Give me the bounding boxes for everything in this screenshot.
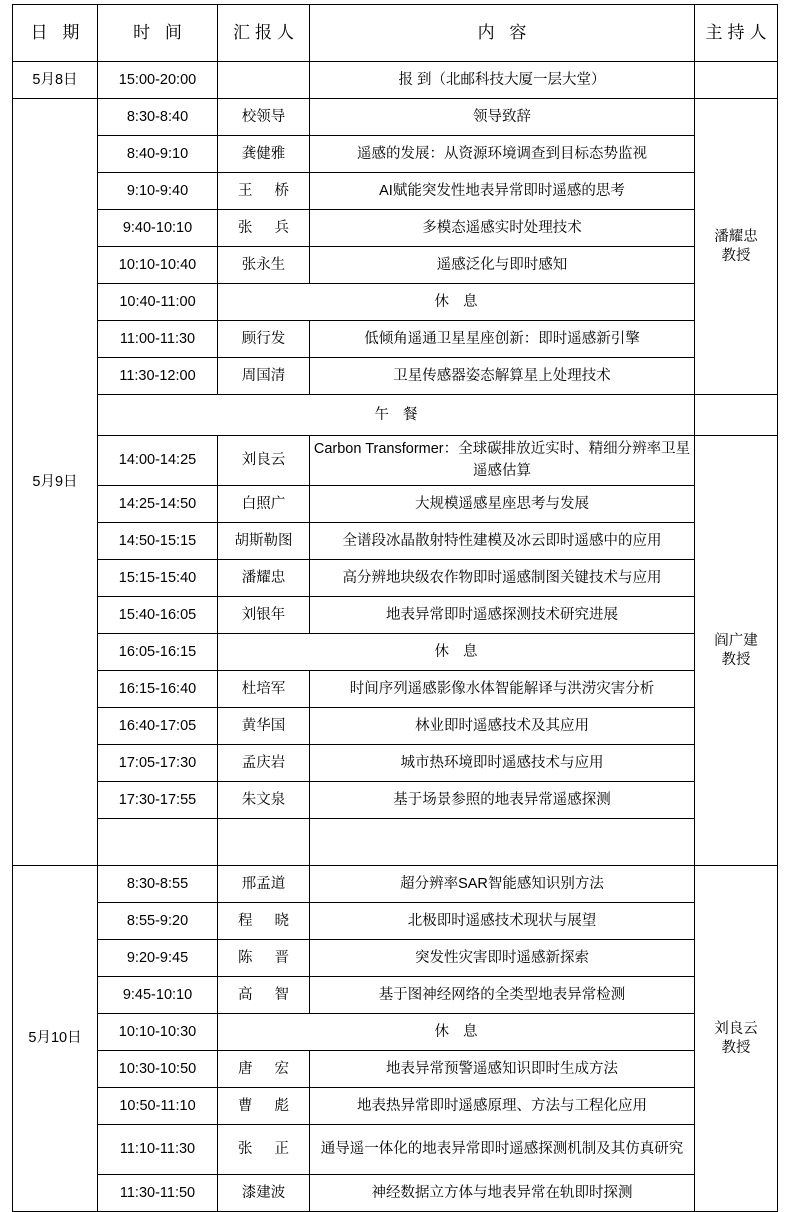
cell-time: 8:40-9:10 — [98, 136, 218, 173]
conference-schedule-table — [12, 4, 778, 1212]
table-row — [13, 136, 778, 173]
cell-time: 17:05-17:30 — [98, 745, 218, 782]
table-row — [13, 866, 778, 903]
cell-speaker: 王 桥 — [218, 173, 310, 210]
table-row — [13, 210, 778, 247]
host-title: 教授 — [721, 1039, 751, 1056]
table-row — [13, 321, 778, 358]
cell-time: 8:55-9:20 — [98, 903, 218, 940]
cell-time: 15:00-20:00 — [98, 62, 218, 99]
cell-break-label: 休 息 — [218, 1014, 695, 1051]
table-row — [13, 745, 778, 782]
table-row — [13, 560, 778, 597]
cell-host — [695, 62, 778, 99]
cell-content: 全谱段冰晶散射特性建模及冰云即时遥感中的应用 — [310, 523, 695, 560]
cell-content: 通导遥一体化的地表异常即时遥感探测机制及其仿真研究 — [310, 1125, 695, 1175]
cell-speaker: 黄华国 — [218, 708, 310, 745]
cell-time: 17:30-17:55 — [98, 782, 218, 819]
table-row — [13, 436, 778, 486]
cell-time: 10:10-10:40 — [98, 247, 218, 284]
cell-speaker: 杜培军 — [218, 671, 310, 708]
table-row — [13, 62, 778, 99]
cell-time: 8:30-8:40 — [98, 99, 218, 136]
cell-lunch-label: 午 餐 — [98, 395, 695, 436]
cell-content: 遥感泛化与即时感知 — [310, 247, 695, 284]
column-header-speaker: 汇报人 — [218, 5, 310, 62]
cell-time: 16:05-16:15 — [98, 634, 218, 671]
cell-speaker: 龚健雅 — [218, 136, 310, 173]
column-header-content: 内 容 — [310, 5, 695, 62]
cell-speaker: 刘银年 — [218, 597, 310, 634]
cell-time: 16:15-16:40 — [98, 671, 218, 708]
table-row-break — [13, 634, 778, 671]
cell-content: 高分辨地块级农作物即时遥感制图关键技术与应用 — [310, 560, 695, 597]
table-header-row — [13, 5, 778, 62]
cell-time: 16:40-17:05 — [98, 708, 218, 745]
host-title: 教授 — [721, 651, 751, 668]
cell-content: 林业即时遥感技术及其应用 — [310, 708, 695, 745]
table-row — [13, 1051, 778, 1088]
cell-date: 5月9日 — [13, 99, 98, 866]
cell-content: 地表热异常即时遥感原理、方法与工程化应用 — [310, 1088, 695, 1125]
cell-content: 卫星传感器姿态解算星上处理技术 — [310, 358, 695, 395]
cell-host — [695, 436, 778, 866]
host-name: 潘耀忠 — [714, 229, 758, 246]
cell-content: 基于场景参照的地表异常遥感探测 — [310, 782, 695, 819]
cell-time: 11:30-12:00 — [98, 358, 218, 395]
cell-content: 北极即时遥感技术现状与展望 — [310, 903, 695, 940]
cell-content: 基于图神经网络的全类型地表异常检测 — [310, 977, 695, 1014]
table-row-lunch — [13, 395, 778, 436]
cell-content: 领导致辞 — [310, 99, 695, 136]
cell-speaker: 漆建波 — [218, 1175, 310, 1212]
host-name: 刘良云 — [714, 1021, 758, 1038]
cell-speaker: 邢孟道 — [218, 866, 310, 903]
table-row — [13, 358, 778, 395]
cell-content: 多模态遥感实时处理技术 — [310, 210, 695, 247]
table-row — [13, 708, 778, 745]
cell-speaker: 潘耀忠 — [218, 560, 310, 597]
cell-time: 14:50-15:15 — [98, 523, 218, 560]
cell-content: 时间序列遥感影像水体智能解译与洪涝灾害分析 — [310, 671, 695, 708]
table-row — [13, 173, 778, 210]
cell-time: 14:25-14:50 — [98, 486, 218, 523]
cell-speaker: 朱文泉 — [218, 782, 310, 819]
table-row-break — [13, 284, 778, 321]
table-row — [13, 1175, 778, 1212]
cell-time: 15:15-15:40 — [98, 560, 218, 597]
cell-speaker: 刘良云 — [218, 436, 310, 486]
cell-content: 低倾角遥通卫星星座创新：即时遥感新引擎 — [310, 321, 695, 358]
cell-speaker — [218, 62, 310, 99]
column-header-date: 日 期 — [13, 5, 98, 62]
cell-time — [98, 819, 218, 866]
host-title: 教授 — [721, 247, 751, 264]
cell-speaker — [218, 819, 310, 866]
cell-content: 城市热环境即时遥感技术与应用 — [310, 745, 695, 782]
cell-speaker: 张永生 — [218, 247, 310, 284]
cell-speaker: 程 晓 — [218, 903, 310, 940]
cell-content: 神经数据立方体与地表异常在轨即时探测 — [310, 1175, 695, 1212]
cell-speaker: 高 智 — [218, 977, 310, 1014]
cell-time: 9:45-10:10 — [98, 977, 218, 1014]
table-row — [13, 597, 778, 634]
column-header-time: 时 间 — [98, 5, 218, 62]
cell-time: 8:30-8:55 — [98, 866, 218, 903]
table-row — [13, 903, 778, 940]
cell-content: 地表异常预警遥感知识即时生成方法 — [310, 1051, 695, 1088]
cell-time: 10:40-11:00 — [98, 284, 218, 321]
cell-speaker: 顾行发 — [218, 321, 310, 358]
cell-time: 10:50-11:10 — [98, 1088, 218, 1125]
cell-time: 15:40-16:05 — [98, 597, 218, 634]
cell-time: 11:00-11:30 — [98, 321, 218, 358]
cell-date: 5月8日 — [13, 62, 98, 99]
cell-content: AI赋能突发性地表异常即时遥感的思考 — [310, 173, 695, 210]
cell-time: 9:40-10:10 — [98, 210, 218, 247]
cell-time: 14:00-14:25 — [98, 436, 218, 486]
cell-content: 遥感的发展：从资源环境调查到目标态势监视 — [310, 136, 695, 173]
cell-break-label: 休 息 — [218, 634, 695, 671]
cell-host-empty — [695, 395, 778, 436]
table-row — [13, 782, 778, 819]
cell-speaker: 陈 晋 — [218, 940, 310, 977]
column-header-host: 主持人 — [695, 5, 778, 62]
table-row — [13, 977, 778, 1014]
cell-content: Carbon Transformer：全球碳排放近实时、精细分辨率卫星遥感估算 — [310, 436, 695, 486]
cell-speaker: 胡斯勒图 — [218, 523, 310, 560]
cell-content: 突发性灾害即时遥感新探索 — [310, 940, 695, 977]
cell-content: 报 到（北邮科技大厦一层大堂） — [310, 62, 695, 99]
cell-time: 11:10-11:30 — [98, 1125, 218, 1175]
cell-speaker: 白照广 — [218, 486, 310, 523]
table-row — [13, 247, 778, 284]
host-name: 阎广建 — [714, 633, 758, 650]
cell-host — [695, 99, 778, 395]
table-row — [13, 1088, 778, 1125]
cell-speaker: 周国清 — [218, 358, 310, 395]
table-row — [13, 99, 778, 136]
table-row — [13, 671, 778, 708]
table-row — [13, 523, 778, 560]
table-row-break — [13, 1014, 778, 1051]
table-row — [13, 486, 778, 523]
cell-time: 10:30-10:50 — [98, 1051, 218, 1088]
cell-time: 10:10-10:30 — [98, 1014, 218, 1051]
cell-speaker: 唐 宏 — [218, 1051, 310, 1088]
cell-content: 大规模遥感星座思考与发展 — [310, 486, 695, 523]
cell-host — [695, 866, 778, 1212]
cell-time: 9:20-9:45 — [98, 940, 218, 977]
cell-content: 地表异常即时遥感探测技术研究进展 — [310, 597, 695, 634]
cell-break-label: 休 息 — [218, 284, 695, 321]
cell-speaker: 张 正 — [218, 1125, 310, 1175]
cell-content — [310, 819, 695, 866]
cell-speaker: 校领导 — [218, 99, 310, 136]
table-row — [13, 1125, 778, 1175]
cell-speaker: 张 兵 — [218, 210, 310, 247]
cell-time: 11:30-11:50 — [98, 1175, 218, 1212]
table-row-blank — [13, 819, 778, 866]
cell-time: 9:10-9:40 — [98, 173, 218, 210]
cell-speaker: 孟庆岩 — [218, 745, 310, 782]
cell-date: 5月10日 — [13, 866, 98, 1212]
cell-content: 超分辨率SAR智能感知识别方法 — [310, 866, 695, 903]
cell-speaker: 曹 彪 — [218, 1088, 310, 1125]
table-row — [13, 940, 778, 977]
